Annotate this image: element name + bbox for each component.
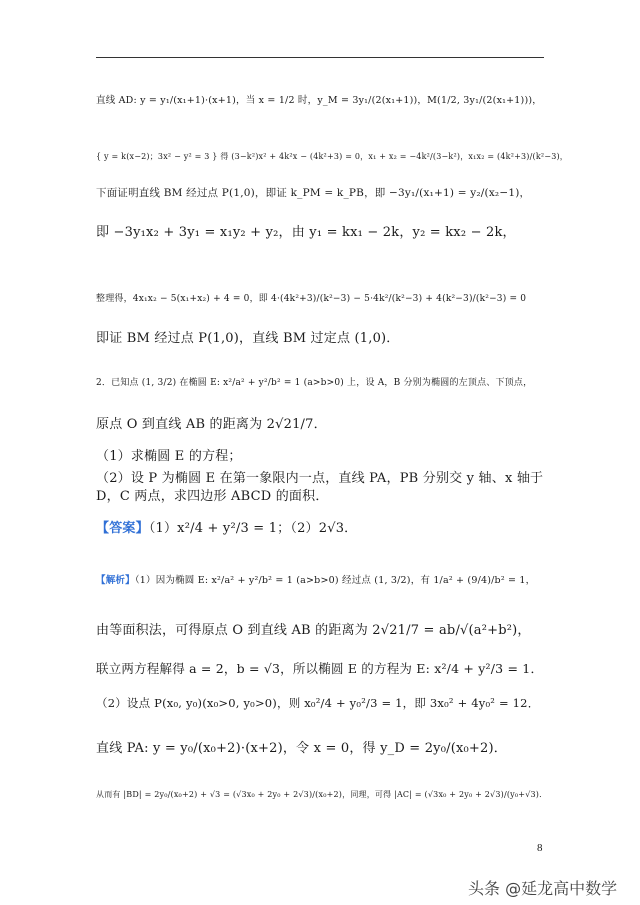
analysis-line [96, 572, 535, 590]
text-line-area: 由等面积法，可得原点 O 到直线 AB 的距离为 2√21/7 = ab/√(a²+b²)， [96, 623, 531, 638]
answer-text: （1）x²/4 + y²/3 = 1；（2）2√3． [148, 521, 358, 536]
text-line-line-pa: 直线 PA: y = y₀/(x₀+2)·(x+2)，令 x = 0，得 y_D = 2y₀/(x₀+2)． [96, 741, 507, 756]
text-line-bd-ac: 从而有 |BD| = 2y₀/(x₀+2) + √3 = (√3x₀ + 2y₀ + 2√3)/(x₀+2)，同理，可得 |AC| = (√3x₀ + 2y₀ + 2√3)/(y₀+√3)． [96, 790, 548, 799]
watermark: 头条 @延龙高中数学 [468, 879, 618, 898]
text-line-4: 即 −3y₁x₂ + 3y₁ = x₁y₂ + y₂，由 y₁ = kx₁ − 2k，y₂ = kx₂ − 2k， [96, 225, 516, 240]
answer-line [96, 520, 357, 538]
text-line-point-p: （2）设点 P(x₀, y₀)(x₀>0, y₀>0)，则 x₀²/4 + y₀²/3 = 1，即 3x₀² + 4y₀² = 12． [96, 696, 540, 710]
text-line-5: 整理得，4x₁x₂ − 5(x₁+x₂) + 4 = 0，即 4·(4k²+3)/(k²−3) − 5·4k²/(k²−3) + 4(k²−3)/(k²−3) = 0 [96, 294, 527, 304]
problem-2-statement: 2．已知点 (1, 3/2) 在椭圆 E: x²/a² + y²/b² = 1 (a>b>0) 上，设 A，B 分别为椭圆的左顶点、下顶点， [96, 378, 533, 388]
problem-2-part-2: （2）设 P 为椭圆 E 在第一象限内一点，直线 PA，PB 分别交 y 轴、x 轴于 D，C 两点，求四边形 ABCD 的面积． [96, 471, 544, 504]
problem-2-part-1: （1）求椭圆 E 的方程； [96, 449, 242, 464]
header-rule [96, 57, 544, 58]
text-line-6: 即证 BM 经过点 P(1,0)，直线 BM 过定点 (1,0)． [96, 331, 400, 346]
answer-tag: 【答案】 [96, 521, 149, 536]
analysis-text: （1）因为椭圆 E: x²/a² + y²/b² = 1 (a>b>0) 经过点 (1, 3/2)，有 1/a² + (9/4)/b² = 1， [134, 575, 536, 586]
text-line-2: { y = k(x−2)；3x² − y² = 3 } 得 (3−k²)x² + 4k²x − (4k²+3) = 0，x₁ + x₂ = −4k²/(3−k²)，x₁x₂ = (4k²+3)/(k²−3)， [96, 152, 568, 161]
analysis-tag: 【解析】 [96, 575, 135, 586]
problem-2-distance: 原点 O 到直线 AB 的距离为 2√21/7． [96, 417, 327, 432]
text-line-3: 下面证明直线 BM 经过点 P(1,0)，即证 k_PM = k_PB，即 −3y₁/(x₁+1) = y₂/(x₂−1)， [96, 187, 531, 199]
page-number: 8 [537, 842, 543, 854]
text-line-1: 直线 AD: y = y₁/(x₁+1)·(x+1)，当 x = 1/2 时，y_M = 3y₁/(2(x₁+1))，M(1/2, 3y₁/(2(x₁+1)))， [96, 95, 542, 106]
text-line-solve: 联立两方程解得 a = 2，b = √3，所以椭圆 E 的方程为 E: x²/4 + y²/3 = 1． [96, 661, 544, 676]
